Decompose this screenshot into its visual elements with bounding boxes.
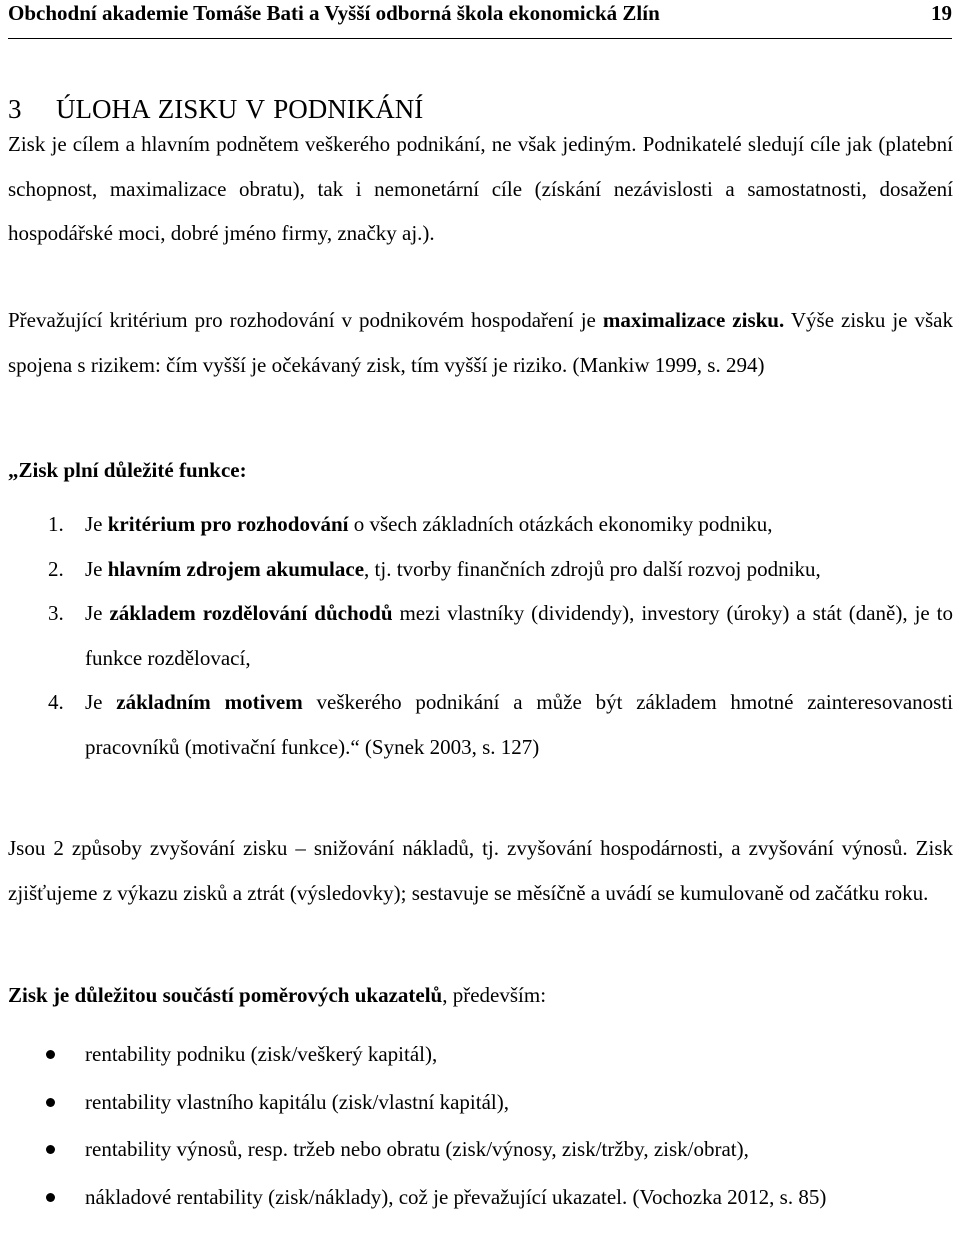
page-header	[8, 0, 952, 39]
paragraph-intro: Zisk je cílem a hlavním podnětem veškerého podnikání, ne však jediným. Podnikatelé sledují cíle jak (platební schopnost, maximalizace obratu), tak i nemonetární cíle (získání nezávislosti a samostatnosti, dosažení hospodářské moci, dobré jméno firmy, značky aj.).	[8, 132, 953, 245]
list-item-text: rentability vlastního kapitálu (zisk/vlastní kapitál),	[85, 1089, 509, 1114]
list-item-rest: , tj. tvorby finančních zdrojů pro další rozvoj podniku,	[364, 556, 821, 581]
bullet-icon	[46, 1145, 55, 1154]
bullet-icon	[46, 1098, 55, 1107]
list-item	[8, 547, 953, 592]
paragraph-ways: Jsou 2 způsoby zvyšování zisku – snižování nákladů, tj. zvyšování hospodárnosti, a zvyšování výnosů. Zisk zjišťujeme z výkazu zisků a ztrát (výsledovky); sestavuje se měsíčně a uvádí se kumulovaně od začátku roku.	[8, 836, 953, 905]
paragraph-criterion-rest: Výše zisku je však spojena s rizikem: čím vyšší je očekávaný zisk, tím vyšší je riziko. (Mankiw 1999, s. 294)	[8, 308, 953, 377]
list-item-text: rentability podniku (zisk/veškerý kapitál),	[85, 1042, 438, 1066]
list-item-text: Je	[85, 556, 108, 581]
list-item-bold: základem rozdělování důchodů	[109, 601, 393, 625]
list-item-bold: základním motivem	[116, 690, 303, 714]
bullet-icon	[46, 1050, 55, 1059]
bullet-icon	[46, 1193, 55, 1202]
paragraph-ratios	[8, 980, 953, 1010]
paragraph-ratios-bold: Zisk je důležitou součástí poměrových ukazatelů	[8, 983, 443, 1007]
list-item-rest: veškerého podnikání a může být základem hmotné zainteresovanosti pracovníků (motivační funkce).“ (Synek 2003, s. 127)	[85, 690, 953, 759]
list-item-rest: o všech základních otázkách ekonomiky podniku,	[348, 512, 773, 536]
list-item	[8, 1126, 953, 1174]
school-name: Obchodní akademie Tomáše Bati a Vyšší odborná škola ekonomická Zlín	[8, 1, 660, 25]
list-item	[8, 1079, 953, 1127]
paragraph-ratios-rest: , především:	[442, 983, 547, 1007]
paragraph-criterion-text: Převažující kritérium pro rozhodování v podnikovém hospodaření je	[8, 308, 603, 332]
list-item-text: rentability výnosů, resp. tržeb nebo obratu (zisk/výnosy, zisk/tržby, zisk/obrat),	[85, 1137, 749, 1161]
list-item-bold: kritérium pro rozhodování	[107, 512, 349, 536]
list-item	[8, 502, 953, 547]
list-item-number: 2.	[48, 556, 64, 581]
page-number: 19	[931, 1, 952, 25]
chapter-heading	[8, 92, 423, 126]
paragraph-criterion-bold: maximalizace zisku.	[602, 308, 785, 332]
list-item-text: nákladové rentability (zisk/náklady), což je převažující ukazatel. (Vochozka 2012, s. 85)	[85, 1184, 827, 1209]
list-item-text: Je	[85, 601, 110, 625]
functions-heading-text: „Zisk plní důležité funkce:	[8, 458, 247, 482]
chapter-number: 3	[8, 94, 22, 124]
list-item	[8, 591, 953, 680]
functions-heading	[8, 455, 953, 485]
list-item	[8, 1031, 953, 1079]
list-item-number: 4.	[48, 690, 64, 714]
chapter-title: ÚLOHA ZISKU V PODNIKÁNÍ	[56, 94, 424, 124]
paragraph-criterion	[8, 298, 953, 387]
list-item	[8, 1174, 953, 1222]
functions-list	[8, 502, 953, 769]
list-item-rest: mezi vlastníky (dividendy), investory (úroky) a stát (daně), je to funkce rozdělovací,	[85, 601, 954, 670]
list-item-number: 3.	[48, 601, 64, 625]
list-item-text: Je	[85, 512, 108, 536]
list-item-text: Je	[85, 690, 117, 714]
ratios-list	[8, 1031, 953, 1221]
list-item-number: 1.	[48, 512, 64, 536]
list-item-bold: hlavním zdrojem akumulace	[107, 556, 365, 581]
list-item	[8, 680, 953, 769]
